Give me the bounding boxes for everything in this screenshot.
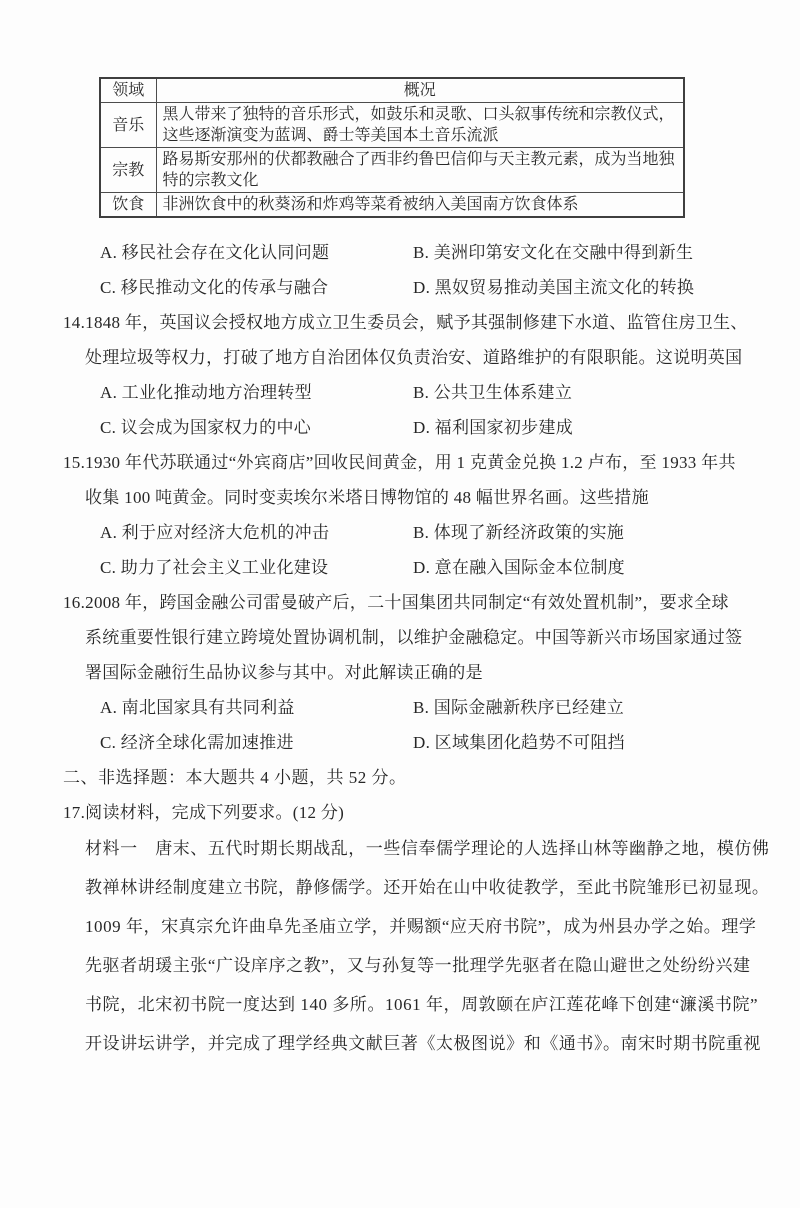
q17-material-line-4: 先驱者胡瑗主张“广设庠序之教”，又与孙复等一批理学先驱者在隐山避世之处纷纷兴建 [85,956,751,975]
q16-option-b: B. 国际金融新秩序已经建立 [413,698,625,717]
q15-stem-line-1: 15.1930 年代苏联通过“外宾商店”回收民间黄金，用 1 克黄金兑换 1.2 卢布，至 1933 年共 [63,453,736,472]
table-desc-food: 非洲饮食中的秋葵汤和炸鸡等菜肴被纳入美国南方饮食体系 [156,193,684,218]
q16-stem-line-1: 16.2008 年，跨国金融公司雷曼破产后，二十国集团共同制定“有效处置机制”，要求全球 [63,593,729,612]
q13-option-c: C. 移民推动文化的传承与融合 [100,278,329,297]
q17-material-1 [0,839,800,1053]
question-14 [0,314,800,454]
q17-material-line-6: 开设讲坛讲学，并完成了理学经典文献巨著《太极图说》和《通书》。南宋时期书院重视 [85,1034,761,1053]
table-header-overview: 概况 [156,78,684,103]
q13-option-b: B. 美洲印第安文化在交融中得到新生 [413,243,694,262]
q15-stem-line-2: 收集 100 吨黄金。同时变卖埃尔米塔日博物馆的 48 幅世界名画。这些措施 [85,488,649,507]
table-header-field: 领域 [100,78,156,103]
q13-option-d: D. 黑奴贸易推动美国主流文化的转换 [413,278,695,297]
question-14-options [100,384,800,454]
question-16-options [100,699,800,769]
question-17 [0,804,800,1053]
q14-option-c: C. 议会成为国家权力的中心 [100,418,312,437]
table-row-food [100,193,684,218]
table-header-row [100,78,684,103]
culture-influence-table [99,77,685,218]
q15-option-d: D. 意在融入国际金本位制度 [413,558,625,577]
table-field-religion: 宗教 [100,148,156,193]
table-desc-music: 黑人带来了独特的音乐形式，如鼓乐和灵歌、口头叙事传统和宗教仪式，这些逐渐演变为蓝调、爵士等美国本土音乐流派 [156,103,684,148]
table-row-music [100,103,684,148]
table-row-religion [100,148,684,193]
q17-header: 17.阅读材料，完成下列要求。(12 分) [63,803,345,822]
question-15 [0,454,800,594]
q16-option-d: D. 区域集团化趋势不可阻挡 [413,733,625,752]
q17-material-line-1: 材料一 唐末、五代时期长期战乱，一些信奉儒学理论的人选择山林等幽静之地，模仿佛 [85,839,770,858]
q13-option-a: A. 移民社会存在文化认同问题 [100,243,330,262]
q17-material-line-2: 教禅林讲经制度建立书院，静修儒学。还开始在山中收徒教学，至此书院雏形已初显现。 [85,878,770,897]
q17-material-line-5: 书院，北宋初书院一度达到 140 多所。1061 年，周敦颐在庐江莲花峰下创建“濂溪书院” [85,995,759,1014]
q15-option-b: B. 体现了新经济政策的实施 [413,523,625,542]
q14-stem-line-1: 14.1848 年，英国议会授权地方成立卫生委员会，赋予其强制修建下水道、监管住房卫生、 [63,313,748,332]
q14-stem-line-2: 处理垃圾等权力，打破了地方自治团体仅负责治安、道路维护的有限职能。这说明英国 [85,348,743,367]
q16-option-a: A. 南北国家具有共同利益 [100,698,295,717]
q14-option-d: D. 福利国家初步建成 [413,418,574,437]
table-field-music: 音乐 [100,103,156,148]
q16-stem-line-3: 署国际金融衍生品协议参与其中。对此解读正确的是 [85,663,483,682]
question-16 [0,594,800,769]
q15-option-a: A. 利于应对经济大危机的冲击 [100,523,330,542]
table-desc-religion: 路易斯安那州的伏都教融合了西非约鲁巴信仰与天主教元素，成为当地独特的宗教文化 [156,148,684,193]
exam-page [0,77,800,1208]
table-field-food: 饮食 [100,193,156,218]
section-2-title: 二、非选择题：本大题共 4 小题，共 52 分。 [63,768,407,787]
q16-stem-line-2: 系统重要性银行建立跨境处置协调机制，以维护金融稳定。中国等新兴市场国家通过签 [85,628,743,647]
q16-option-c: C. 经济全球化需加速推进 [100,733,294,752]
q17-material-line-3: 1009 年，宋真宗允许曲阜先圣庙立学，并赐额“应天府书院”，成为州县办学之始。理学 [85,917,757,936]
question-13-options [100,244,800,314]
q15-option-c: C. 助力了社会主义工业化建设 [100,558,329,577]
question-15-options [100,524,800,594]
q14-option-a: A. 工业化推动地方治理转型 [100,383,312,402]
q14-option-b: B. 公共卫生体系建立 [413,383,573,402]
